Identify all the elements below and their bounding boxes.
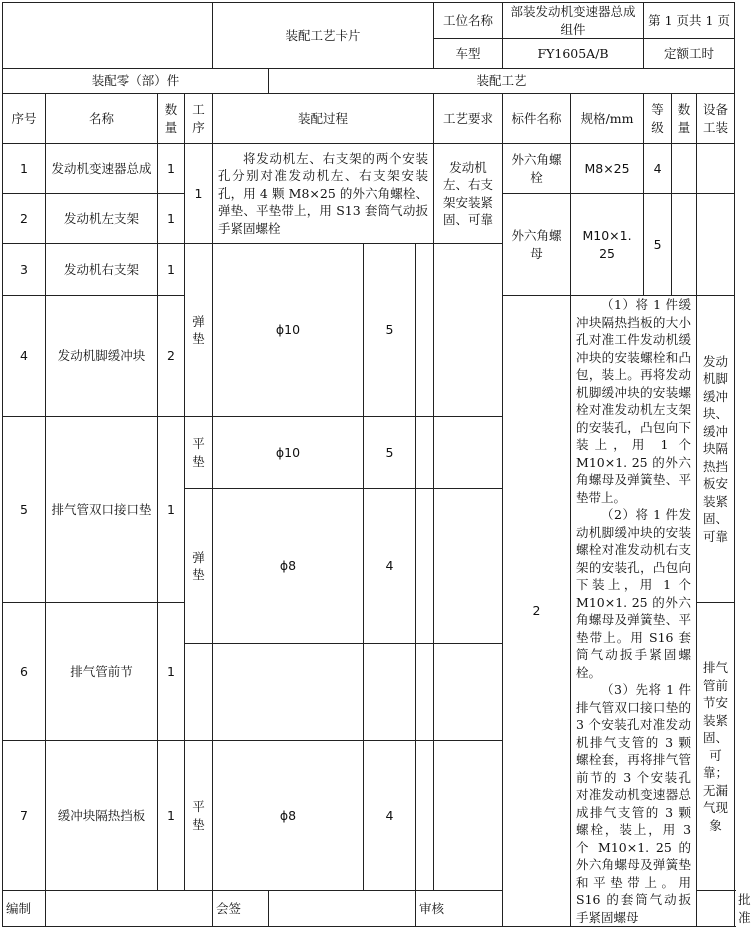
part-seq: 5	[3, 417, 46, 603]
part-seq: 6	[3, 603, 46, 741]
col-header-fastener: 标件名称	[503, 94, 571, 144]
fastener-grade: 4	[364, 489, 416, 644]
fastener-count	[416, 644, 434, 741]
fastener-spec	[213, 644, 364, 741]
fastener-grade: 5	[364, 244, 416, 417]
fastener-spec: M10×1. 25	[571, 194, 644, 296]
countersign-value	[269, 891, 416, 927]
fastener-name: 弹垫	[185, 244, 213, 417]
procedure-step-2	[571, 296, 697, 927]
fastener-equipment	[434, 644, 503, 741]
compiled-by-label: 编制	[3, 891, 46, 927]
assembly-parts-heading: 装配零（部）件	[3, 69, 269, 94]
col-header-requirement: 工艺要求	[434, 94, 503, 144]
fastener-equipment	[434, 244, 503, 417]
fastener-count	[416, 741, 434, 891]
part-qty: 1	[158, 741, 185, 891]
part-seq: 3	[3, 244, 46, 296]
procedure-step-1	[213, 144, 434, 244]
assembly-process-card	[0, 2, 751, 925]
col-header-name: 名称	[46, 94, 158, 144]
fastener-name: 外六角螺母	[503, 194, 571, 296]
countersign-label: 会签	[213, 891, 269, 927]
fastener-name: 平垫	[185, 417, 213, 489]
fastener-name: 外六角螺栓	[503, 144, 571, 194]
requirement-step-2b: 排气管前节安装紧固、可靠；无漏气现象	[697, 603, 735, 891]
fastener-equipment	[697, 194, 735, 296]
compiled-by-value	[46, 891, 213, 927]
fastener-count	[416, 489, 434, 644]
station-name-value: 部装发动机变速器总成组件	[503, 3, 644, 39]
fastener-spec: ϕ10	[213, 244, 364, 417]
col-header-equipment: 设备工装	[697, 94, 735, 144]
fastener-grade: 5	[364, 417, 416, 489]
procedure-paragraph: 将发动机左、右支架的两个安装孔分别对准发动机左、右支架安装孔，用 4 颗 M8×25 的外六角螺栓、弹垫、平垫带上，用 S13 套筒气动扳手紧固螺栓	[218, 150, 429, 236]
part-name: 发动机脚缓冲块	[46, 296, 158, 417]
step-number: 2	[503, 296, 571, 927]
fastener-equipment	[434, 489, 503, 644]
col-header-step: 工序	[185, 94, 213, 144]
vehicle-model-label: 车型	[434, 39, 503, 69]
part-name: 发动机右支架	[46, 244, 158, 296]
fastener-grade	[364, 644, 416, 741]
part-seq: 2	[3, 194, 46, 244]
part-qty: 1	[158, 417, 185, 603]
col-header-qty: 数量	[158, 94, 185, 144]
station-name-label: 工位名称	[434, 3, 503, 39]
fastener-grade: 4	[644, 144, 672, 194]
procedure-paragraph: （3）先将 1 件排气管双口接口垫的 3 个安装孔对准发动机排气支管的 3 颗螺栓套，再将排气管前节的 3 个安装孔对准发动机变速器总成排气支管的 3 颗螺栓，装上，用 3 个 M10×1. 25 的外六角螺母及弹簧垫和平垫带上。用 S16 的套筒气动扳手紧固螺母	[576, 682, 692, 925]
part-name: 排气管双口接口垫	[46, 417, 158, 603]
fastener-spec: ϕ8	[213, 489, 364, 644]
part-seq: 7	[3, 741, 46, 891]
fastener-equipment	[434, 417, 503, 489]
col-header-seq: 序号	[3, 94, 46, 144]
fastener-name: 弹垫	[185, 489, 213, 644]
fastener-count	[672, 144, 697, 194]
card-title: 装配工艺卡片	[213, 3, 434, 69]
assembly-process-heading: 装配工艺	[269, 69, 735, 94]
part-seq: 4	[3, 296, 46, 417]
col-header-count: 数量	[672, 94, 697, 144]
fastener-count	[416, 244, 434, 417]
col-header-procedure: 装配过程	[213, 94, 434, 144]
page-info: 第 1 页共 1 页	[644, 3, 735, 39]
fastener-equipment	[697, 144, 735, 194]
rated-time-label: 定额工时	[644, 39, 735, 69]
vehicle-model-value: FY1605A/B	[503, 39, 644, 69]
fastener-spec: ϕ10	[213, 417, 364, 489]
col-header-grade: 等级	[644, 94, 672, 144]
part-seq: 1	[3, 144, 46, 194]
part-qty: 1	[158, 244, 185, 296]
procedure-paragraph: （2）将 1 件发动机脚缓冲块的安装螺栓对准发动机右支架的安装孔，凸包向下装上，用 1 个 M10×1. 25 的外六角螺母及弹簧垫、平垫带上。用 S16 套筒气动扳手紧固螺栓。	[576, 507, 692, 680]
part-name: 发动机左支架	[46, 194, 158, 244]
fastener-count	[416, 417, 434, 489]
part-name: 缓冲块隔热挡板	[46, 741, 158, 891]
part-qty: 2	[158, 296, 185, 417]
fastener-spec: M8×25	[571, 144, 644, 194]
part-qty: 1	[158, 194, 185, 244]
requirement-step-2a: 发动机脚缓冲块、缓冲块隔热挡板安装紧固、可靠	[697, 296, 735, 603]
review-value	[697, 891, 735, 927]
part-qty: 1	[158, 603, 185, 741]
fastener-grade: 5	[644, 194, 672, 296]
col-header-spec: 规格/mm	[571, 94, 644, 144]
fastener-equipment	[434, 741, 503, 891]
fastener-grade: 4	[364, 741, 416, 891]
part-qty: 1	[158, 144, 185, 194]
header-blank	[3, 3, 213, 69]
fastener-count	[672, 194, 697, 296]
requirement-step-1: 发动机左、右支架安装紧固、可靠	[434, 144, 503, 244]
fastener-name	[185, 644, 213, 741]
procedure-paragraph: （1）将 1 件缓冲块隔热挡板的大小孔对准工件发动机缓冲块的安装螺栓和凸包，装上。再将发动机脚缓冲块的安装螺栓对准发动机左支架的安装孔，凸包向下装上，用 1 个 M10×1. 25 的外六角螺母及弹簧垫、平垫带上。	[576, 297, 692, 505]
process-card-table: 装配工艺卡片 工位名称 部装发动机变速器总成组件 第 1 页共 1 页 车型 FY1605A/B 定额工时 装配零（部）件 装配工艺 序号 名称 数量 工序 装配过程 工艺要求 标件名称 规格/mm 等级 数量 设备工装 1 发动机变速器总成 1 1 将发动机左、右支架的两个安装孔分别对准发动机左、右支架安装孔，用 4 颗 M8×25 的外六角螺栓、弹垫、平垫带上，用 S13 套筒气动扳手紧固螺栓 发动机左、右支架安装紧固、可靠 外六角螺栓 M8×25 4 2 发动机左支架 1 外六角螺母 M10×1. 25 5 3 发动机右支架 1 弹垫 ϕ10 5 4 发动机脚缓冲块 2 2 （1）将 1 件缓冲块隔热挡板的大小孔对准工件发动机缓冲块的安装螺栓和凸包，装上。再将发动机脚缓冲块的安装螺栓对准发动机左支架的安装孔，凸包向下装上，用 1 个 M10×1. 25 的外六角螺母及弹簧垫、平垫带上。 （2）将 1 件发动机脚缓冲块的安装螺栓对准发动机右支架的安装孔，凸包向下装上，用 1 个 M10×1. 25 的外六角螺母及弹簧垫、平垫带上。用 S16 套筒气动扳手紧固螺栓。 （3）先将 1 件排气管双口接口垫的 3 个安装孔对准发动机排气支管的 3 颗螺栓套，再将排气管前节的 3 个安装孔对准发动机变速器总成排气支管的 3 颗螺栓，装上，用 3 个 M10×1. 25 的外六角螺母及弹簧垫和平垫带上。用 S16 的套筒气动扳手紧固螺母 发动机脚缓冲块、缓冲块隔热挡板安装紧固、可靠 5 排气管双口接口垫 1 平垫 ϕ10 5 弹垫 ϕ8 4 6 排气管前节 1 排气管前节安装紧固、可靠；无漏气现象 7 缓冲块隔热挡板 1 平垫 ϕ8 4 编制 会签 审核 批准	[2, 2, 735, 927]
part-name: 发动机变速器总成	[46, 144, 158, 194]
step-number: 1	[185, 144, 213, 244]
part-name: 排气管前节	[46, 603, 158, 741]
fastener-spec: ϕ8	[213, 741, 364, 891]
review-label: 审核	[416, 891, 503, 927]
fastener-name: 平垫	[185, 741, 213, 891]
